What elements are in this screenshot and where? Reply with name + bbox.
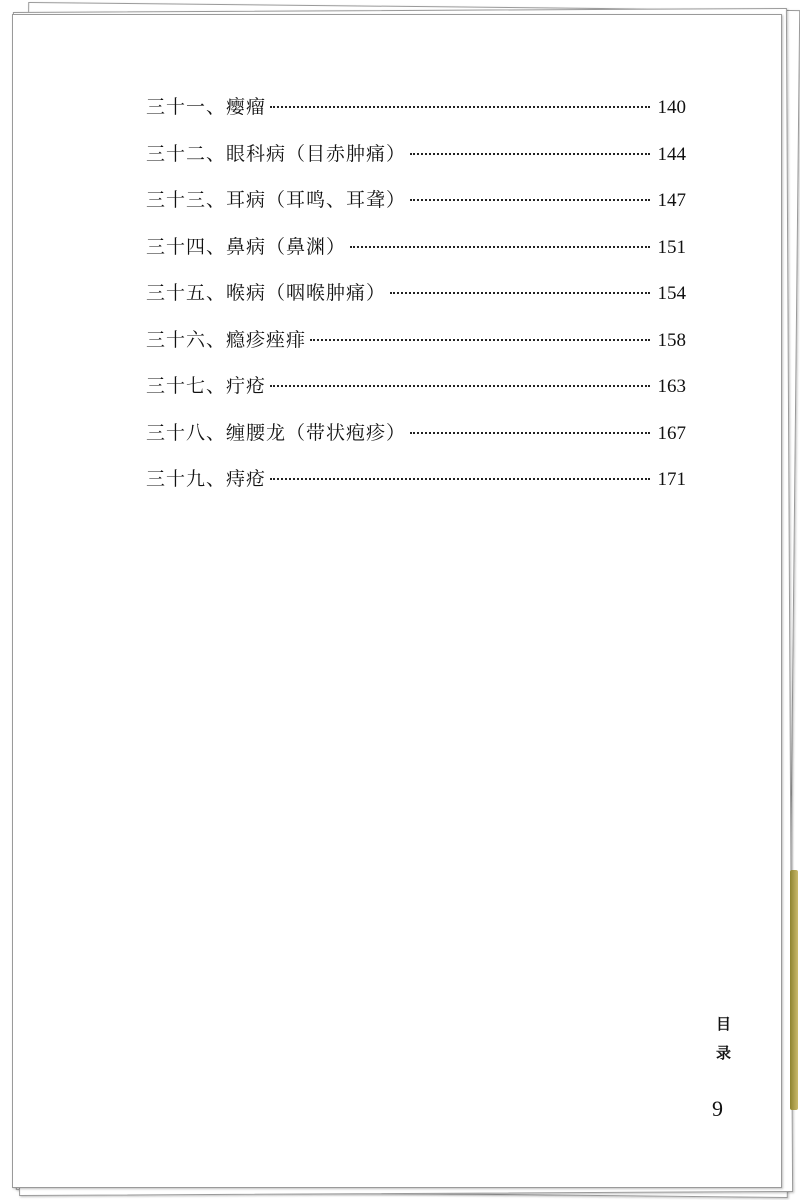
toc-dot-leader — [390, 292, 649, 294]
toc-entry-title: 三十六、瘾疹痤痱 — [146, 328, 307, 351]
toc-dot-leader — [270, 478, 649, 480]
toc-dot-leader — [270, 106, 649, 108]
toc-entry-page: 147 — [657, 190, 686, 211]
toc-entry-page: 151 — [657, 236, 686, 258]
toc-entry[interactable] — [146, 325, 686, 372]
toc-entry[interactable] — [146, 464, 686, 511]
book-edge-gold — [790, 870, 798, 1110]
toc-entry[interactable] — [146, 139, 686, 186]
toc-dot-leader — [410, 432, 649, 434]
toc-entry[interactable] — [146, 92, 686, 139]
document-page — [14, 16, 778, 1184]
toc-dot-leader — [310, 339, 649, 341]
toc-entry-page: 167 — [657, 422, 686, 444]
toc-entry-page: 154 — [657, 283, 686, 304]
toc-entry-title: 三十九、痔疮 — [146, 468, 267, 490]
toc-entry-title: 三十三、耳病（耳鸣、耳聋） — [146, 189, 407, 211]
running-head: 目录 — [714, 1016, 732, 1074]
toc-entry[interactable] — [146, 232, 686, 279]
toc-entry-title: 三十七、疔疮 — [146, 375, 267, 397]
toc-entry[interactable] — [146, 371, 686, 418]
toc-entry-page: 144 — [657, 143, 686, 165]
toc-entry-title: 三十四、鼻病（鼻渊） — [146, 235, 347, 258]
toc-entry-title: 三十八、缠腰龙（带状疱疹） — [146, 421, 407, 444]
toc-entry[interactable] — [146, 418, 686, 465]
toc-entry[interactable] — [146, 278, 686, 325]
toc-dot-leader — [410, 153, 649, 155]
toc-dot-leader — [270, 385, 649, 387]
toc-dot-leader — [350, 246, 649, 248]
toc-entry-title: 三十五、喉病（咽喉肿痛） — [146, 282, 387, 304]
page-number: 9 — [712, 1096, 723, 1121]
toc-entry-page: 163 — [657, 376, 686, 397]
toc-entry-page: 158 — [657, 329, 686, 351]
toc-entry-title: 三十一、瘿瘤 — [146, 96, 267, 118]
toc-dot-leader — [410, 199, 649, 201]
toc-entry[interactable] — [146, 185, 686, 232]
toc-entry-title: 三十二、眼科病（目赤肿痛） — [146, 142, 407, 165]
toc-entry-page: 171 — [657, 469, 686, 490]
toc-entry-page: 140 — [657, 97, 686, 118]
table-of-contents — [146, 92, 686, 511]
